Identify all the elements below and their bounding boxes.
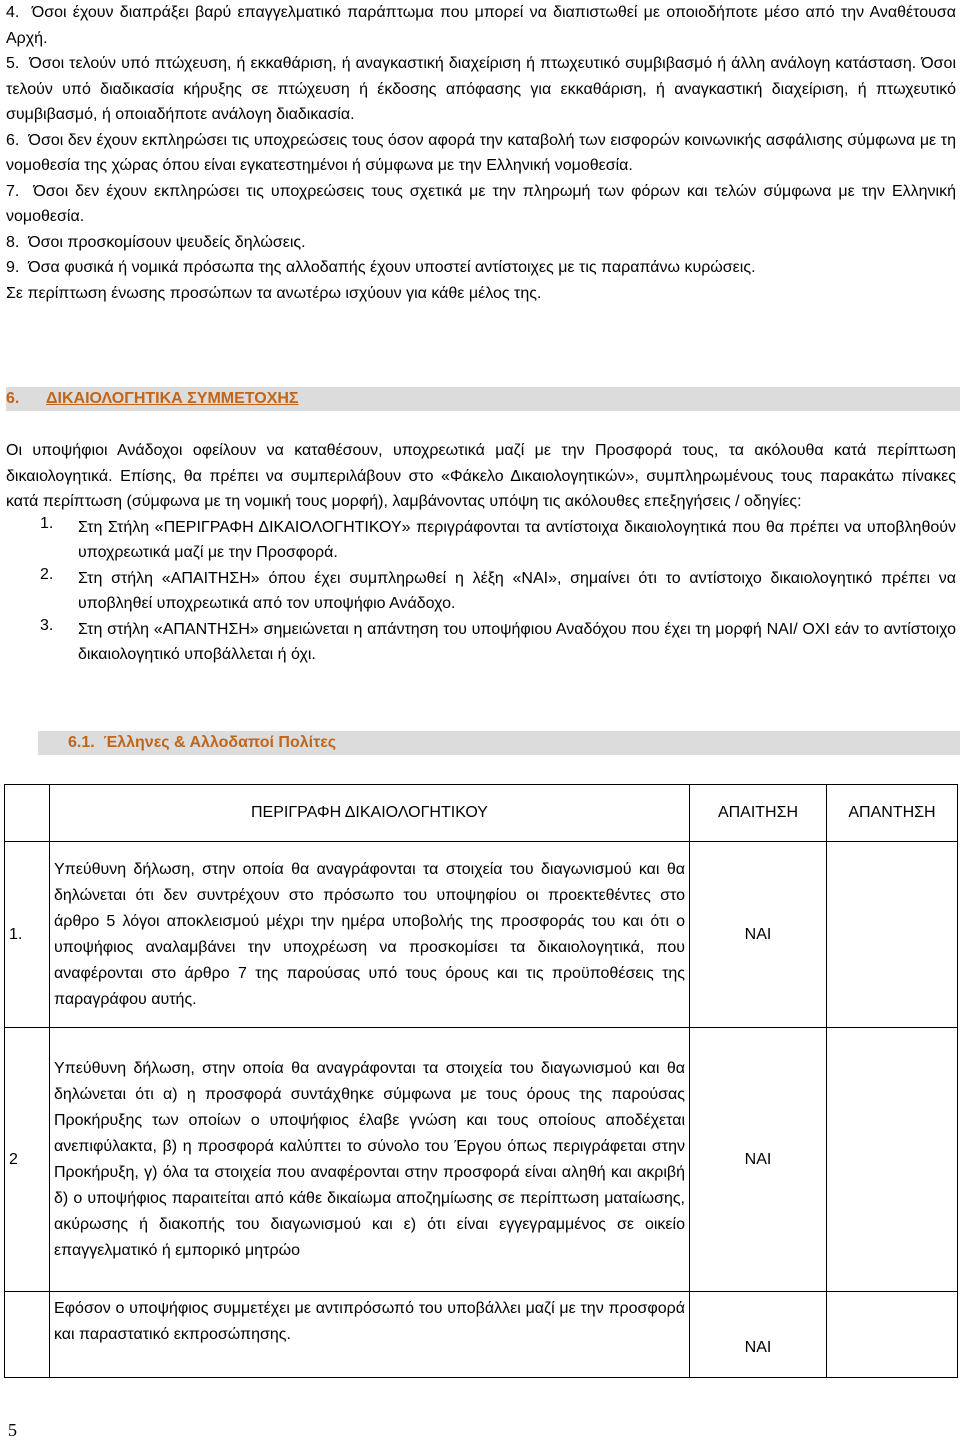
subsection-number: 6.1. — [68, 734, 95, 751]
header-number — [5, 785, 50, 842]
list-item: 5. Όσοι τελούν υπό πτώχευση, ή εκκαθάριση, ή αναγκαστική διαχείριση ή πτωχευτικό συμβιβασμό ή άλλη ανάλογη κατάσταση. Όσοι τελούν υπό διαδικασία κήρυξης σε πτώχευση ή έκδοσης απόφασης για εκκαθάριση, ή αναγκαστική διαχείριση, ή πτωχευτικό συμβιβασμό, ή οποιαδήποτε ανάλογη διαδικασία. — [6, 55, 957, 123]
table-row — [5, 1028, 958, 1292]
row-answer-cell[interactable] — [827, 1028, 958, 1292]
list-item: 9. Όσα φυσικά ή νομικά πρόσωπα της αλλοδαπής έχουν υποστεί αντίστοιχες με τις παραπάνω κυρώσεις. — [6, 259, 756, 276]
page-number: 5 — [8, 1420, 17, 1440]
section-body — [6, 438, 956, 668]
row-description: Υπεύθυνη δήλωση, στην οποία θα αναγράφονται τα στοιχεία του διαγωνισμού και θα δηλώνεται ότι δεν συντρέχουν στο πρόσωπο του υποψηφίου οι προεκτεθέντες στο άρθρο 5 λόγοι αποκλεισμού μέχρι την ημέρα υποβολής της προσφοράς του και ότι ο υποψήφιος αναλαμβάνει την υποχρέωση να προσκομίσει τα δικαιολογητικά, που αναφέρονται στο άρθρο 7 της παρούσας υπό τους όρους και τις προϋποθέσεις της παραγράφου αυτής. — [50, 842, 690, 1028]
row-number: 1. — [5, 842, 50, 1028]
documents-table — [4, 784, 958, 1378]
list-item: 6. Όσοι δεν έχουν εκπληρώσει τις υποχρεώσεις τους όσον αφορά την καταβολή των εισφορών κοινωνικής ασφάλισης σύμφωνα με τη νομοθεσία της χώρας όπου είναι εγκατεστημένοι ή σύμφωνα με την Ελληνική νομοθεσία. — [6, 131, 957, 174]
section-title: ΔΙΚΑΙΟΛΟΓΗΤΙΚΑ ΣΥΜΜΕΤΟΧΗΣ — [46, 390, 299, 407]
header-answer: ΑΠΑΝΤΗΣΗ — [827, 785, 958, 842]
subsection-heading — [38, 731, 960, 755]
table-row — [5, 842, 958, 1028]
header-requirement: ΑΠΑΙΤΗΣΗ — [690, 785, 827, 842]
row-answer-cell[interactable] — [827, 842, 958, 1028]
list-item: 8. Όσοι προσκομίσουν ψευδείς δηλώσεις. — [6, 233, 306, 251]
row-description: Υπεύθυνη δήλωση, στην οποία θα αναγράφονται τα στοιχεία του διαγωνισμού και θα δηλώνεται ότι α) η προσφορά συντάχθηκε σύμφωνα με τους όρους της παρούσας Προκήρυξης των οποίων ο υποψήφιος έλαβε γνώση και τους οποίους αποδέχεται ανεπιφύλακτα, β) η προσφορά καλύπτει το σύνολο του Έργου όπως περιγράφεται στην Προκήρυξη, γ) όλα τα στοιχεία που αναφέρονται στην προσφορά είναι αληθή και ακριβή δ) ο υποψήφιος παραιτείται από κάθε δικαίωμα αποζημίωσης σε περίπτωση ματαίωσης, ακύρωσης ή διακοπής του διαγωνισμού και ε) ότι είναι εγγεγραμμένος σε οικείο επαγγελματικό ή εμπορικό μητρώο — [50, 1028, 690, 1292]
section-intro: Οι υποψήφιοι Ανάδοχοι οφείλουν να καταθέσουν, υποχρεωτικά μαζί με την Προσφορά τους, τα ακόλουθα κατά περίπτωση δικαιολογητικά. Επίσης, θα πρέπει να συμπεριλάβουν στο «Φάκελο Δικαιολογητικών», συμπληρωμένους τους παρακάτω πίνακες κατά περίπτωση (σύμφωνα με τη νομική τους μορφή), λαμβάνοντας υπόψη τις ακόλουθες επεξηγήσεις / οδηγίες: — [6, 442, 956, 510]
row-requirement: ΝΑΙ — [690, 842, 827, 1028]
table-header-row — [5, 785, 958, 842]
row-number — [5, 1292, 50, 1378]
union-note: Σε περίπτωση ένωσης προσώπων τα ανωτέρω ισχύουν για κάθε μέλος της. — [6, 284, 542, 302]
row-requirement: ΝΑΙ — [690, 1292, 827, 1378]
instruction-item: 2. Στη στήλη «ΑΠΑΙΤΗΣΗ» όπου έχει συμπληρωθεί η λέξη «ΝΑΙ», σημαίνει ότι το αντίστοιχο δικαιολογητικό πρέπει να υποβληθεί υποχρεωτικά από τον υποψήφιο Ανάδοχο. — [40, 565, 956, 612]
row-description: Εφόσον ο υποψήφιος συμμετέχει με αντιπρόσωπό του υποβάλλει μαζί με την προσφορά και παραστατικό εκπροσώπησης. — [50, 1292, 690, 1378]
row-requirement: ΝΑΙ — [690, 1028, 827, 1292]
section-number: 6. — [6, 390, 20, 407]
instruction-item: 1. Στη Στήλη «ΠΕΡΙΓΡΑΦΗ ΔΙΚΑΙΟΛΟΓΗΤΙΚΟΥ» περιγράφονται τα αντίστοιχα δικαιολογητικά που θα πρέπει να υποβληθούν υποχρεωτικά μαζί με την Προσφορά. — [40, 514, 956, 561]
row-number: 2 — [5, 1028, 50, 1292]
table-row — [5, 1292, 958, 1378]
exclusion-list — [6, 0, 956, 306]
instruction-item: 3. Στη στήλη «ΑΠΑΝΤΗΣΗ» σημειώνεται η απάντηση του υποψήφιου Αναδόχου που έχει τη μορφή ΝΑΙ/ ΟΧΙ εάν το αντίστοιχο δικαιολογητικό υποβάλλεται ή όχι. — [40, 616, 956, 663]
subsection-title: Έλληνες & Αλλοδαποί Πολίτες — [103, 734, 337, 751]
header-description: ΠΕΡΙΓΡΑΦΗ ΔΙΚΑΙΟΛΟΓΗΤΙΚΟΥ — [50, 785, 690, 842]
list-item: 7. Όσοι δεν έχουν εκπληρώσει τις υποχρεώσεις τους σχετικά με την πληρωμή των φόρων και τελών σύμφωνα με την Ελληνική νομοθεσία. — [6, 182, 957, 225]
row-answer-cell[interactable] — [827, 1292, 958, 1378]
list-item: 4. Όσοι έχουν διαπράξει βαρύ επαγγελματικό παράπτωμα που μπορεί να διαπιστωθεί με οποιοδήποτε μέσο από την Αναθέτουσα Αρχή. — [6, 4, 957, 47]
section-heading — [6, 387, 960, 411]
